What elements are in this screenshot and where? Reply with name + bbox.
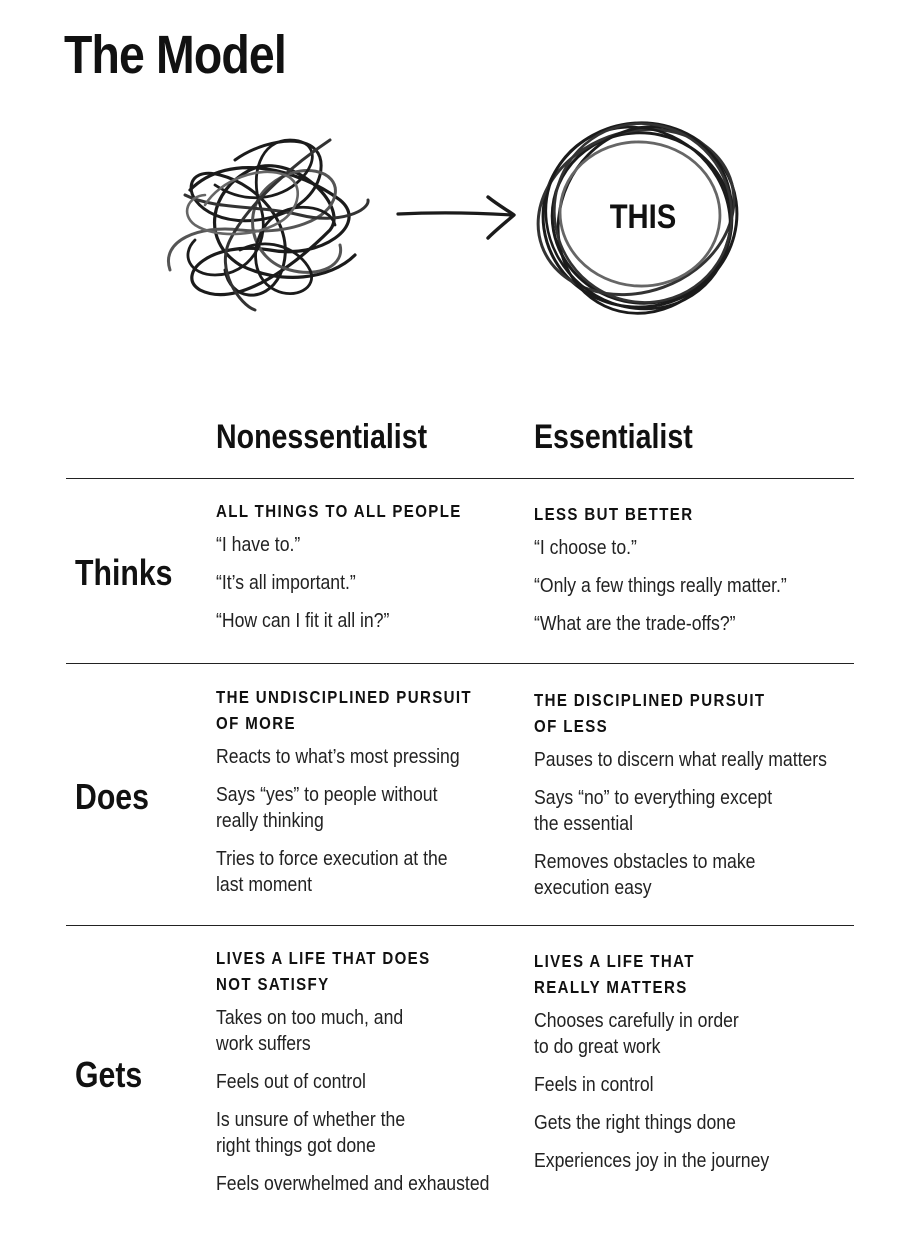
right-arrow-icon	[398, 197, 514, 238]
divider	[66, 663, 854, 664]
cell-heading: LIVES A LIFE THAT REALLY MATTERS	[534, 951, 695, 997]
list-item: Takes on too much, and work suffers	[216, 1006, 404, 1055]
list-item: Reacts to what’s most pressing	[216, 745, 460, 768]
cell-heading: LESS BUT BETTER	[534, 504, 694, 524]
divider	[66, 478, 854, 479]
row-label-gets: Gets	[75, 1054, 143, 1095]
gets-essentialist-cell	[534, 948, 864, 1186]
list-item: “How can I fit it all in?”	[216, 609, 390, 632]
list-item: Feels in control	[534, 1073, 654, 1096]
thinks-nonessentialist-cell	[216, 498, 546, 646]
column-heading-nonessentialist: Nonessentialist	[216, 418, 428, 456]
row-label-does: Does	[75, 776, 149, 817]
cell-heading: LIVES A LIFE THAT DOES NOT SATISFY	[216, 948, 431, 994]
list-item: Says “yes” to people without really thinking	[216, 783, 438, 832]
list-item: Feels out of control	[216, 1070, 366, 1093]
divider	[66, 925, 854, 926]
row-label-thinks: Thinks	[75, 552, 173, 593]
circle-label: THIS	[609, 196, 677, 236]
list-item: Pauses to discern what really matters	[534, 748, 827, 771]
list-item: “I choose to.”	[534, 536, 637, 559]
does-essentialist-cell	[534, 687, 864, 913]
gets-nonessentialist-cell	[216, 945, 546, 1209]
list-item: “I have to.”	[216, 533, 301, 556]
list-item: Feels overwhelmed and exhausted	[216, 1172, 490, 1195]
model-diagram	[0, 0, 904, 360]
page-title: The Model	[64, 25, 286, 85]
list-item: Says “no” to everything except the essential	[534, 786, 773, 835]
list-item: Experiences joy in the journey	[534, 1149, 770, 1172]
tangled-scribble-icon	[168, 140, 368, 310]
list-item: Tries to force execution at the last moment	[216, 847, 448, 896]
list-item: Chooses carefully in order to do great work	[534, 1009, 739, 1058]
list-item: “Only a few things really matter.”	[534, 574, 787, 597]
cell-heading: THE UNDISCIPLINED PURSUIT OF MORE	[216, 687, 472, 733]
list-item: Gets the right things done	[534, 1111, 736, 1134]
does-nonessentialist-cell	[216, 684, 546, 910]
cell-heading: THE DISCIPLINED PURSUIT OF LESS	[534, 690, 766, 736]
list-item: “What are the trade-offs?”	[534, 612, 736, 635]
list-item: Removes obstacles to make execution easy	[534, 850, 756, 899]
cell-heading: ALL THINGS TO ALL PEOPLE	[216, 501, 462, 521]
list-item: “It’s all important.”	[216, 571, 356, 594]
thinks-essentialist-cell	[534, 501, 864, 649]
column-heading-essentialist: Essentialist	[534, 418, 693, 456]
list-item: Is unsure of whether the right things got done	[216, 1108, 406, 1157]
